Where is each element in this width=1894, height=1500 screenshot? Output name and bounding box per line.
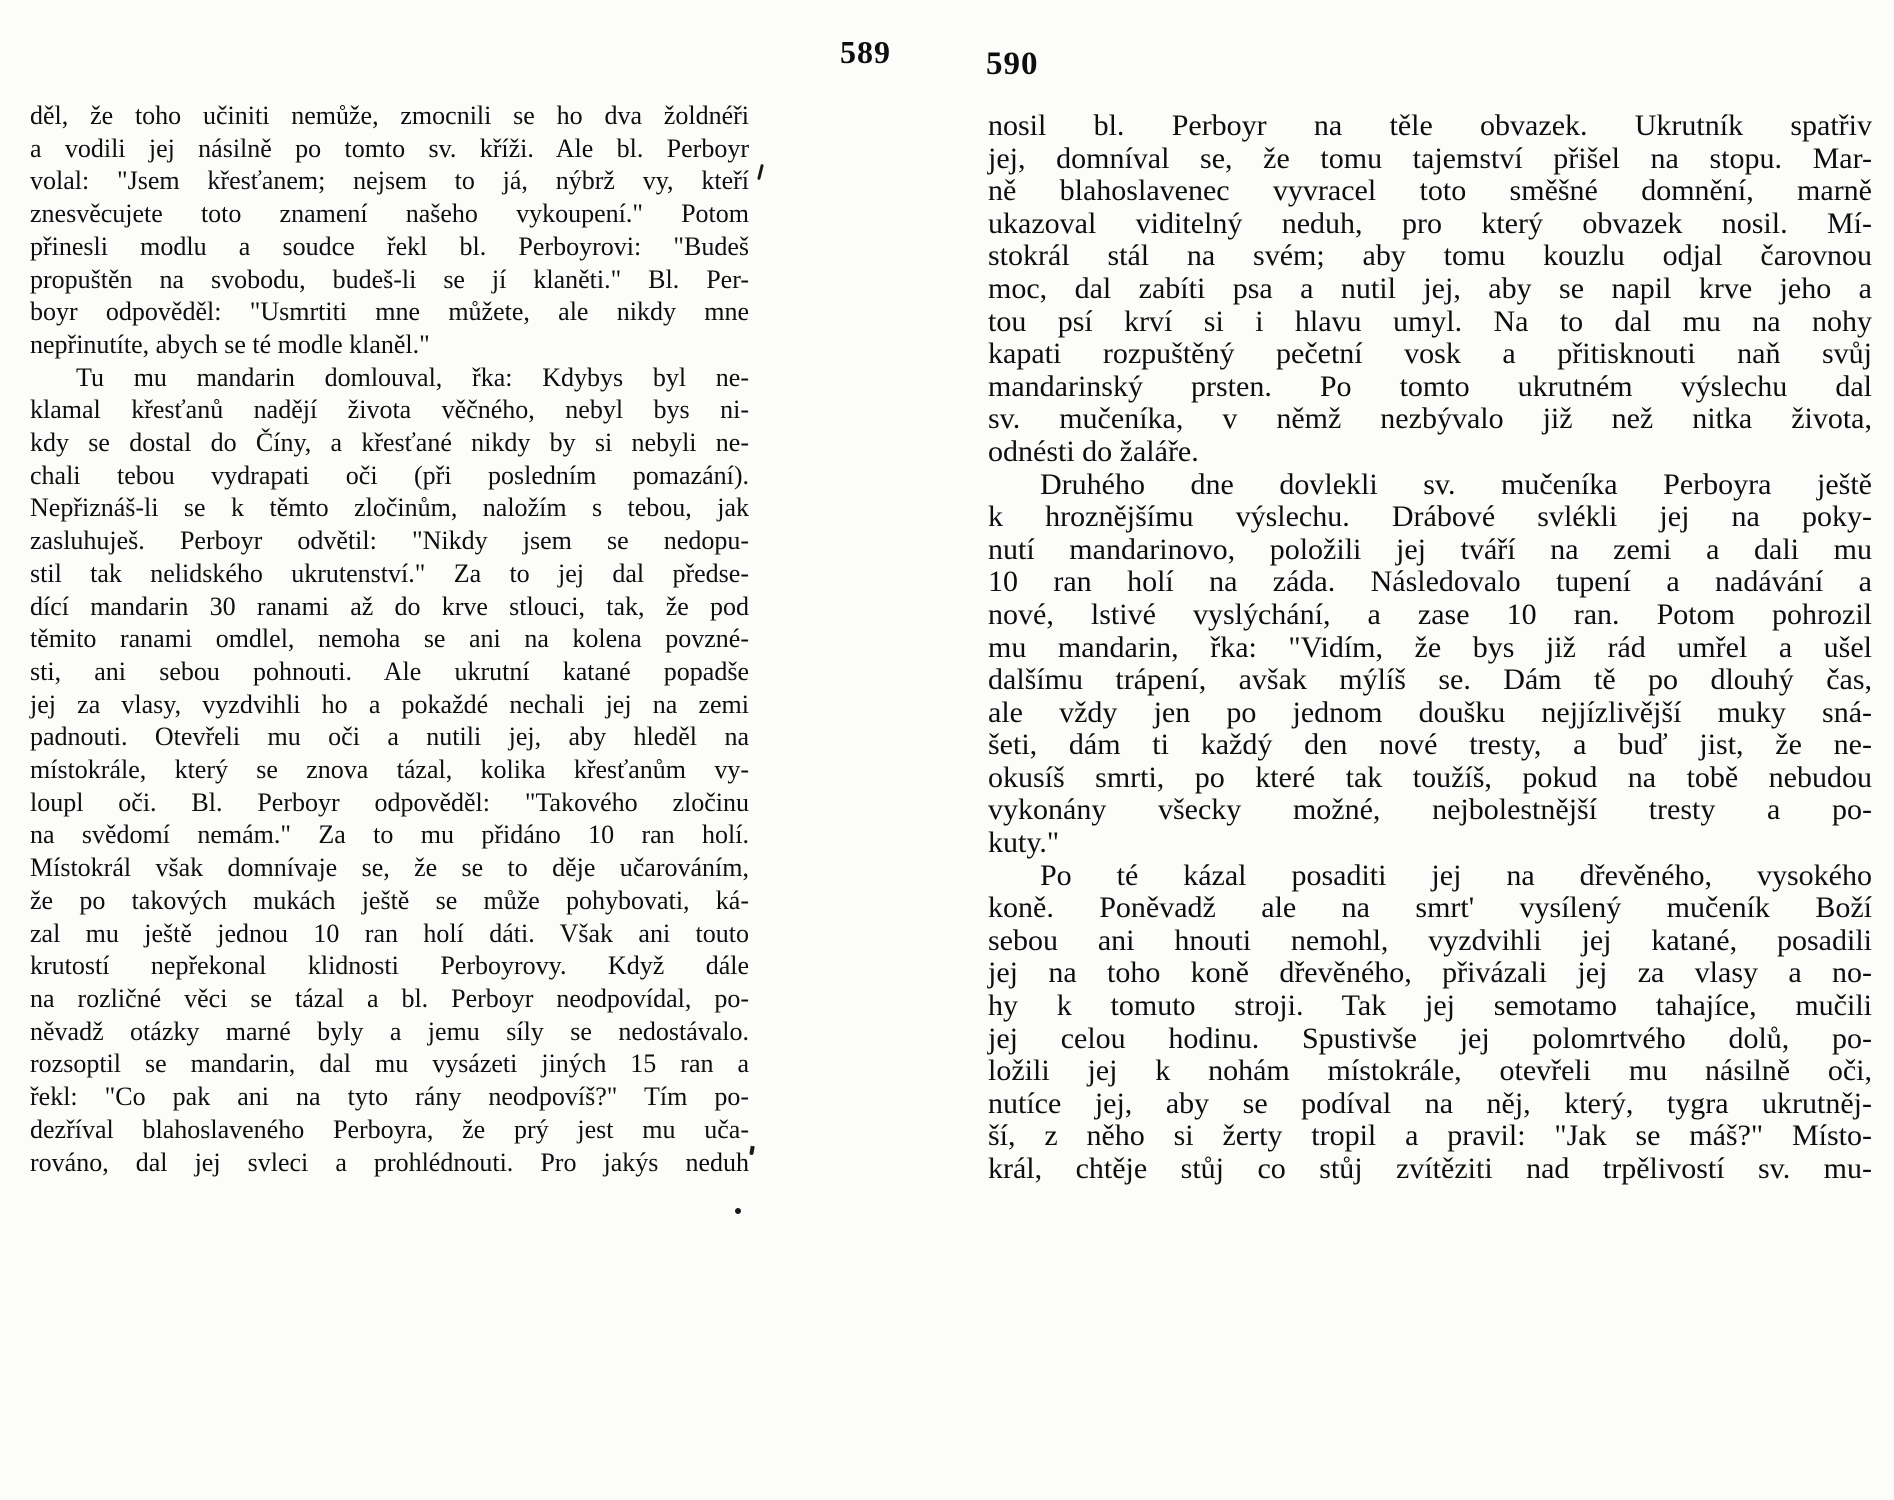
scan-artifact-comma — [749, 1146, 755, 1156]
text-line: rozsoptil se mandarin, dal mu vysázeti jiných 15 ran a — [30, 1049, 749, 1079]
text-line: propuštěn na svobodu, budeš-li se jí klaněti." Bl. Per- — [30, 264, 749, 294]
text-line: odnésti do žaláře. — [988, 434, 1199, 468]
text-line: okusíš smrti, po které tak toužíš, pokud na tobě nebudou — [988, 760, 1872, 794]
text-line: moc, dal zabíti psa a nutil jej, aby se napil krve jeho a — [988, 271, 1872, 305]
text-line: ale vždy jen po jednom doušku nejjízlivější muky sná- — [988, 695, 1872, 729]
text-line: ně blahoslavenec vyvracel toto směšné domnění, marně — [988, 174, 1872, 208]
text-line: hy k tomuto stroji. Tak jej semotamo tahajíce, mučili — [988, 989, 1872, 1023]
text-line: nosil bl. Perboyr na těle obvazek. Ukrutník spatřiv — [988, 109, 1872, 142]
text-line: sti, ani sebou pohnouti. Ale ukrutní katané popadše — [30, 656, 749, 686]
text-line: jej na toho koně dřevěného, přivázali jej za vlasy a no- — [988, 956, 1872, 990]
page-589-text-column — [30, 100, 749, 1179]
text-line: kapati rozpuštěný pečetní vosk a přitisknouti naň svůj — [988, 337, 1872, 371]
text-line: něvadž otázky marné byly a jemu síly se nedostávalo. — [30, 1016, 749, 1046]
text-line: Tu mu mandarin domlouval, řka: Kdybys byl ne- — [76, 362, 749, 392]
text-line: šeti, dám ti každý den nové tresty, a buď jist, že ne- — [988, 728, 1872, 762]
text-line: řekl: "Co pak ani na tyto rány neodpovíš?" Tím po- — [30, 1082, 749, 1112]
text-line: sv. mučeníka, v němž nezbývalo již než nitka života, — [988, 402, 1872, 436]
page-590-text-column — [988, 110, 1872, 1186]
text-line: rováno, dal jej svleci a prohlédnouti. Pro jakýs neduh — [30, 1147, 749, 1177]
text-line: 10 ran holí na záda. Následovalo tupení a nadávání a — [988, 565, 1872, 599]
text-line: jej celou hodinu. Spustivše jej polomrtvého dolů, po- — [988, 1021, 1872, 1055]
text-line: nutí mandarinovo, položili jej tváří na zemi a dali mu — [988, 532, 1872, 566]
text-line: volal: "Jsem křesťanem; nejsem to já, nýbrž vy, kteří — [30, 166, 749, 196]
text-line: na svědomí nemám." Za to mu přidáno 10 ran holí. — [30, 820, 749, 850]
text-line: krutostí nepřekonal klidnosti Perboyrovy. Když dále — [30, 951, 749, 981]
text-line: znesvěcujete toto znamení našeho vykoupení." Potom — [30, 199, 749, 229]
text-line: koně. Poněvadž ale na smrt' vysílený mučeník Boží — [988, 891, 1872, 925]
text-line: sebou ani hnouti nemohl, vyzdvihli jej katané, posadili — [988, 923, 1872, 957]
text-line: boyr odpověděl: "Usmrtiti mne můžete, ale nikdy mne — [30, 297, 749, 327]
text-line: král, chtěje stůj co stůj zvítěziti nad trpělivostí sv. mu- — [988, 1152, 1872, 1185]
text-line: kdy se dostal do Číny, a křesťané nikdy by si nebyli ne- — [30, 428, 749, 458]
text-line: mu mandarin, řka: "Vidím, že bys již rád umřel a ušel — [988, 630, 1872, 664]
text-line: chali tebou vydrapati oči (při posledním pomazání). — [30, 460, 749, 490]
text-line: kuty." — [988, 826, 1060, 860]
text-line: na rozličné věci se tázal a bl. Perboyr neodpovídal, po- — [30, 983, 749, 1013]
text-line: dezříval blahoslaveného Perboyra, že prý jest mu uča- — [30, 1114, 749, 1144]
text-line: ukazoval viditelný neduh, pro který obvazek nosil. Mí- — [988, 206, 1872, 240]
text-line: nové, lstivé vyslýchání, a zase 10 ran. Potom pohrozil — [988, 597, 1872, 631]
text-line: nutíce jej, aby se podíval na něj, který, tygra ukrutněj- — [988, 1086, 1872, 1120]
text-line: Po té kázal posaditi jej na dřevěného, vysokého — [1040, 858, 1872, 892]
text-line: mandarinský prsten. Po tomto ukrutném výslechu dal — [988, 369, 1872, 403]
text-line: ší, z něho si žerty tropil a pravil: "Jak se máš?" Místo- — [988, 1119, 1872, 1153]
text-line: jej, domníval se, že tomu tajemství přišel na stopu. Mar- — [988, 141, 1872, 175]
scan-artifact-dot — [735, 1208, 741, 1214]
text-line: děl, že toho učiniti nemůže, zmocnili se ho dva žoldnéři — [30, 101, 749, 130]
page-number-590: 590 — [986, 46, 1039, 82]
text-line: místokrále, který se znova tázal, kolika křesťanům vy- — [30, 755, 749, 785]
text-line: loupl oči. Bl. Perboyr odpověděl: "Takového zločinu — [30, 787, 749, 817]
text-line: Druhého dne dovlekli sv. mučeníka Perboyra ještě — [1040, 467, 1872, 501]
text-line: tou psí krví si i hlavu umyl. Na to dal mu na nohy — [988, 304, 1872, 338]
text-line: zal mu ještě jednou 10 ran holí dáti. Však ani touto — [30, 918, 749, 948]
text-line: přinesli modlu a soudce řekl bl. Perboyrovi: "Budeš — [30, 231, 749, 261]
text-line: jej za vlasy, vyzdvihli ho a pokaždé nechali jej na zemi — [30, 689, 749, 719]
text-line: stokrál stál na svém; aby tomu kouzlu odjal čarovnou — [988, 239, 1872, 273]
text-line: Nepřiznáš-li se k těmto zločinům, naložím s tebou, jak — [30, 493, 749, 523]
scan-artifact-stroke — [757, 164, 764, 180]
text-line: klamal křesťanů nadějí života věčného, nebyl bys ni- — [30, 395, 749, 425]
text-line: padnouti. Otevřeli mu oči a nutili jej, aby hleděl na — [30, 722, 749, 752]
text-line: zasluhuješ. Perboyr odvětil: "Nikdy jsem se nedopu- — [30, 526, 749, 556]
page-number-589: 589 — [840, 34, 891, 70]
text-line: těmito ranami omdlel, nemoha se ani na kolena povzné- — [30, 624, 749, 654]
text-line: k hroznějšímu výslechu. Drábové svlékli jej na poky- — [988, 500, 1872, 534]
text-line: Místokrál však domnívaje se, že se to děje učarováním, — [30, 853, 749, 883]
text-line: dící mandarin 30 ranami až do krve stlouci, tak, že pod — [30, 591, 749, 621]
text-line: nepřinutíte, abych se té modle klaněl." — [30, 329, 430, 359]
text-line: dalšímu trápení, avšak mýlíš se. Dám tě po dlouhý čas, — [988, 663, 1872, 697]
text-line: že po takových mukách ještě se může pohybovati, ká- — [30, 885, 749, 915]
text-line: vykonány všecky možné, nejbolestnější tresty a po- — [988, 793, 1872, 827]
text-line: a vodili jej násilně po tomto sv. kříži. Ale bl. Perboyr — [30, 133, 749, 163]
text-line: ložili jej k nohám místokrále, otevřeli mu násilně oči, — [988, 1054, 1872, 1088]
text-line: stil tak nelidského ukrutenství." Za to jej dal předse- — [30, 558, 749, 588]
